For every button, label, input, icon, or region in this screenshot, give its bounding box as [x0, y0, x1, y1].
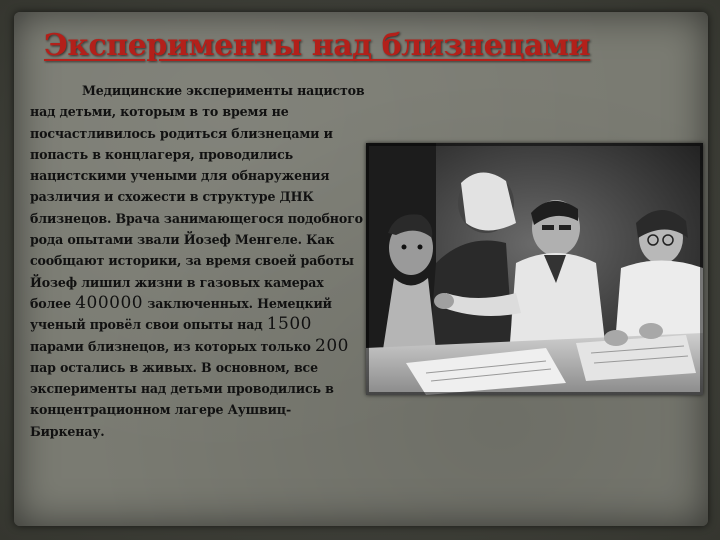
paragraph-part-1: Медицинские эксперименты нацистов над детьми, которым в то время не посчастливилось родиться близнецами и попасть в концлагеря, проводились нацистскими учеными для обнаружения различия и схожести в структуре ДНК близнецов. Врача занимающегося подобного рода опытами звали Йозеф Менгеле. Как сообщают историки, за время своей работы Йозеф лишил жизни в газовых камерах более	[30, 83, 365, 311]
number-prisoners: 400000	[75, 292, 144, 313]
paragraph-part-4: пар остались в живых. В основном, все эксперименты над детьми проводились в концентрационном лагере Аушвиц-Биркенау.	[30, 359, 334, 439]
slide-body-text	[30, 80, 365, 442]
slide-title: Эксперименты над близнецами	[44, 28, 591, 63]
paragraph-part-2: заключенных. Немецкий ученый провёл свои опыты над	[30, 295, 332, 333]
historical-photo	[366, 143, 703, 395]
paragraph-part-3: парами близнецов, из которых только	[30, 338, 311, 354]
photo-illustration-icon	[366, 143, 703, 395]
number-survivors: 200	[315, 335, 349, 356]
number-twin-pairs: 1500	[266, 314, 312, 335]
